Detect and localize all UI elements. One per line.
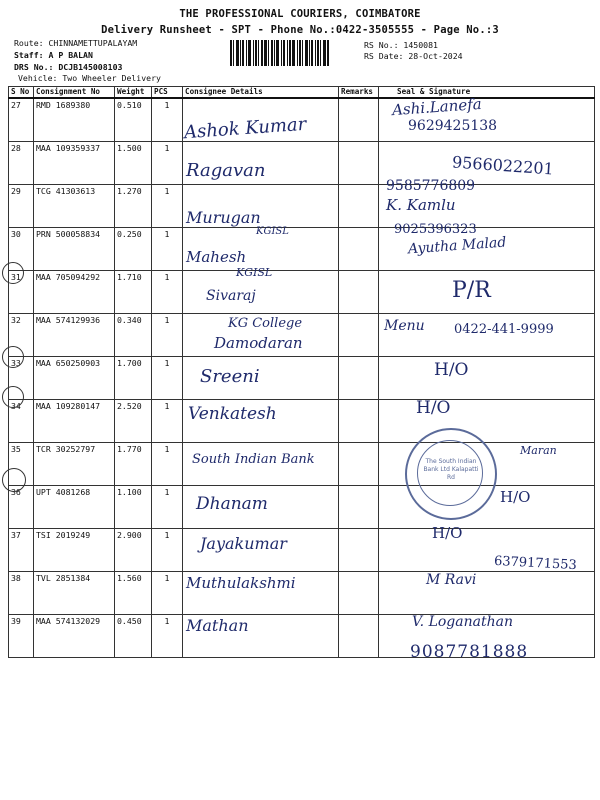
remarks-cell xyxy=(339,142,379,185)
vehicle-text: Vehicle: Two Wheeler Delivery xyxy=(18,73,161,83)
hw-r39-consignee: Mathan xyxy=(186,616,249,635)
pcs-cell: 1 xyxy=(152,357,183,400)
remarks-cell xyxy=(339,185,379,228)
remarks-cell xyxy=(339,98,379,142)
consignment-cell: MAA 109359337 xyxy=(34,142,115,185)
hw-r34-seal: H/O xyxy=(416,398,451,418)
remarks-cell xyxy=(339,572,379,615)
hw-r38-seal: M Ravi xyxy=(426,572,477,588)
hand-circle-33 xyxy=(2,346,24,368)
col-consignee: Consignee Details xyxy=(183,87,339,99)
sno-cell: 31 xyxy=(9,271,34,314)
hw-r37-seal: H/O xyxy=(432,524,463,542)
weight-cell: 1.270 xyxy=(115,185,152,228)
rs-date-text: RS Date: 28-Oct-2024 xyxy=(364,51,463,61)
hw-r31-consignee: Mahesh xyxy=(186,248,247,266)
sno-cell: 28 xyxy=(9,142,34,185)
hw-r35-seal: Maran xyxy=(520,444,557,457)
bank-stamp xyxy=(405,428,497,520)
table-row xyxy=(9,185,595,228)
runsheet-subtitle: Delivery Runsheet - SPT - Phone No.:0422-3505555 - Page No.:3 xyxy=(101,24,499,36)
remarks-cell xyxy=(339,486,379,529)
weight-cell: 2.900 xyxy=(115,529,152,572)
pcs-cell: 1 xyxy=(152,615,183,658)
table-header-row xyxy=(9,87,595,99)
weight-cell: 0.250 xyxy=(115,228,152,271)
hw-r29-phone: 9585776809 xyxy=(386,178,476,194)
pcs-cell: 1 xyxy=(152,400,183,443)
pcs-cell: 1 xyxy=(152,142,183,185)
remarks-cell xyxy=(339,314,379,357)
hw-r33-seal: H/O xyxy=(434,360,469,380)
company-title: THE PROFESSIONAL COURIERS, COIMBATORE xyxy=(179,8,421,20)
consignment-cell: RMD 1689380 xyxy=(34,98,115,142)
hand-circle-34 xyxy=(2,386,24,408)
hw-r32-consignee: KG College xyxy=(228,316,303,331)
remarks-cell xyxy=(339,400,379,443)
consignment-cell: MAA 109280147 xyxy=(34,400,115,443)
sno-cell: 32 xyxy=(9,314,34,357)
sno-cell: 34 xyxy=(9,400,34,443)
consignment-cell: MAA 574132029 xyxy=(34,615,115,658)
route-text: Route: CHINNAMETTUPALAYAM xyxy=(14,38,138,48)
sno-cell: 27 xyxy=(9,98,34,142)
hw-r36-consignee: Dhanam xyxy=(196,494,268,514)
col-sno: S No xyxy=(9,87,34,99)
consignment-cell: PRN 500058834 xyxy=(34,228,115,271)
consignment-cell: MAA 650250903 xyxy=(34,357,115,400)
sno-cell: 36 xyxy=(9,486,34,529)
hw-r31-sub: Sivaraj xyxy=(206,288,256,304)
consignment-cell: TCG 41303613 xyxy=(34,185,115,228)
hw-r39-phone: 9087781888 xyxy=(410,642,529,662)
hw-r34-consignee: Venkatesh xyxy=(188,404,277,424)
consignment-cell: TSI 2019249 xyxy=(34,529,115,572)
hw-r36-seal: H/O xyxy=(500,488,531,506)
hw-r32-seal: Menu xyxy=(384,318,425,334)
remarks-cell xyxy=(339,443,379,486)
weight-cell: 1.100 xyxy=(115,486,152,529)
hw-r30-seal: Ayutha Malad xyxy=(407,234,507,258)
hand-circle-36 xyxy=(2,468,26,492)
hw-r30-consignee: Murugan xyxy=(186,208,261,227)
remarks-cell xyxy=(339,228,379,271)
pcs-cell: 1 xyxy=(152,572,183,615)
pcs-cell: 1 xyxy=(152,529,183,572)
weight-cell: 0.340 xyxy=(115,314,152,357)
pcs-cell: 1 xyxy=(152,228,183,271)
weight-cell: 2.520 xyxy=(115,400,152,443)
sno-cell: 30 xyxy=(9,228,34,271)
weight-cell: 1.500 xyxy=(115,142,152,185)
sno-cell: 38 xyxy=(9,572,34,615)
consignment-cell: UPT 4081268 xyxy=(34,486,115,529)
weight-cell: 1.770 xyxy=(115,443,152,486)
hw-r30-phone: 9025396323 xyxy=(394,222,477,237)
remarks-cell xyxy=(339,615,379,658)
remarks-cell xyxy=(339,529,379,572)
sno-cell: 29 xyxy=(9,185,34,228)
consignment-cell: TVL 2851384 xyxy=(34,572,115,615)
rs-no-text: RS No.: 1450081 xyxy=(364,40,438,50)
col-weight: Weight xyxy=(115,87,152,99)
hw-r37-consignee: Jayakumar xyxy=(200,534,287,553)
col-remarks: Remarks xyxy=(339,87,379,99)
hw-r30-note: KGISL xyxy=(256,226,289,237)
hw-r27-consignee: Ashok Kumar xyxy=(183,113,307,144)
hw-r27-seal: Ashi.Lanefa xyxy=(391,94,483,120)
pcs-cell: 1 xyxy=(152,486,183,529)
pcs-cell: 1 xyxy=(152,98,183,142)
pcs-cell: 1 xyxy=(152,271,183,314)
consignment-cell: MAA 574129936 xyxy=(34,314,115,357)
table-row xyxy=(9,400,595,443)
hw-r27-phone: 9629425138 xyxy=(408,118,498,134)
consignment-cell: MAA 705094292 xyxy=(34,271,115,314)
hw-r32-phone: 0422-441-9999 xyxy=(454,322,554,337)
barcode xyxy=(230,40,358,66)
hw-r35-consignee: South Indian Bank xyxy=(192,452,315,467)
hw-r39-seal: V. Loganathan xyxy=(412,614,513,630)
remarks-cell xyxy=(339,271,379,314)
weight-cell: 1.700 xyxy=(115,357,152,400)
hw-r38-consignee: Muthulakshmi xyxy=(186,574,296,592)
hw-r31-note: KGISL xyxy=(236,266,273,279)
pcs-cell: 1 xyxy=(152,443,183,486)
weight-cell: 0.450 xyxy=(115,615,152,658)
drs-text: DRS No.: DCJB145008103 xyxy=(14,62,123,72)
sno-cell: 35 xyxy=(9,443,34,486)
pcs-cell: 1 xyxy=(152,314,183,357)
seal-cell xyxy=(379,400,595,443)
weight-cell: 0.510 xyxy=(115,98,152,142)
sno-cell: 33 xyxy=(9,357,34,400)
weight-cell: 1.710 xyxy=(115,271,152,314)
col-seal: Seal & Signature xyxy=(379,87,595,99)
pcs-cell: 1 xyxy=(152,185,183,228)
seal-cell xyxy=(379,572,595,615)
remarks-cell xyxy=(339,357,379,400)
seal-cell xyxy=(379,357,595,400)
sno-cell: 39 xyxy=(9,615,34,658)
hw-r28-consignee: Ragavan xyxy=(186,160,266,181)
staff-text: Staff: A P BALAN xyxy=(14,50,93,60)
table-row xyxy=(9,357,595,400)
hw-r32-sub: Damodaran xyxy=(214,334,303,352)
col-pcs: PCS xyxy=(152,87,183,99)
weight-cell: 1.560 xyxy=(115,572,152,615)
hand-circle-31 xyxy=(2,262,24,284)
hw-r28-phone: 9566022201 xyxy=(451,152,555,179)
table-row xyxy=(9,572,595,615)
hw-r38-phone: 6379171553 xyxy=(493,553,578,574)
col-consignment: Consignment No xyxy=(34,87,115,99)
hw-r31-seal: P/R xyxy=(452,278,491,303)
sno-cell: 37 xyxy=(9,529,34,572)
table-row xyxy=(9,271,595,314)
consignment-cell: TCR 30252797 xyxy=(34,443,115,486)
hw-r33-consignee: Sreeni xyxy=(200,366,260,387)
stamp-text: The South Indian Bank Ltd Kalapatti Rd xyxy=(423,458,479,481)
hw-r29-seal: K. Kamlu xyxy=(386,196,456,214)
